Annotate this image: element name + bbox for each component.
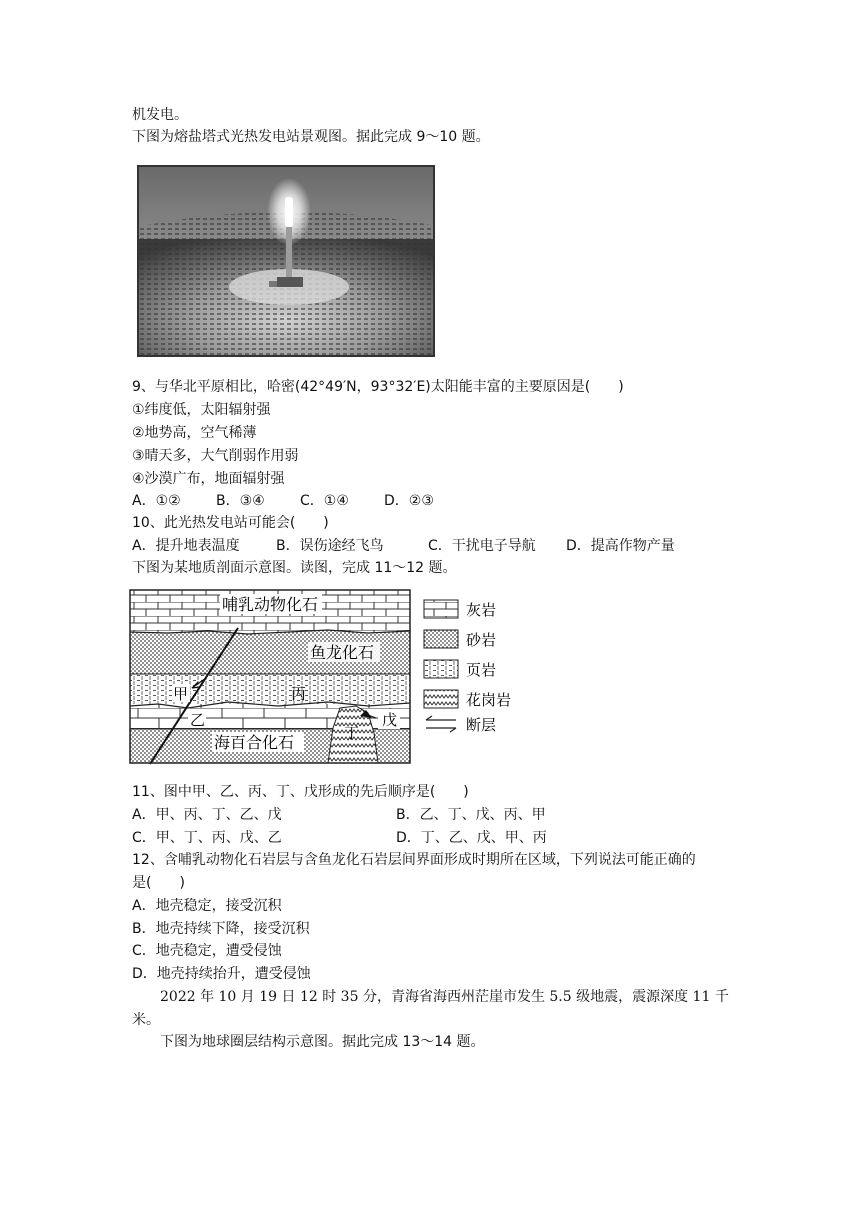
q10-option-d: D．提高作物产量 — [566, 538, 675, 554]
label-bing: 丙 — [291, 685, 307, 703]
question-9: 9、与华北平原相比，哈密(42°49′N，93°32′E)太阳能丰富的主要原因是( ) — [132, 379, 624, 395]
q9-option-a: A．①② — [132, 493, 181, 509]
q12-option-d: D．地壳持续抬升，遭受侵蚀 — [132, 966, 311, 982]
q12-option-a: A．地壳稳定，接受沉积 — [132, 898, 282, 914]
q11-option-a: A．甲、丙、丁、乙、戊 — [132, 807, 282, 823]
q10-option-a: A．提升地表温度 — [132, 538, 240, 554]
legend-granite: 花岗岩 — [466, 691, 512, 709]
q9-statement-3: ③晴天多，大气削弱作用弱 — [132, 448, 299, 464]
q11-option-b: B．乙、丁、戊、丙、甲 — [396, 807, 546, 823]
label-ichthyosaur-fossil: 鱼龙化石 — [310, 643, 375, 662]
intro-13-14: 下图为地球圈层结构示意图。据此完成 13～14 题。 — [160, 1034, 485, 1050]
legend-fault: 断层 — [466, 716, 497, 734]
question-12-cont: 是( ) — [132, 875, 185, 891]
text-line: 机发电。 — [132, 107, 188, 123]
q9-option-b: B．③④ — [216, 493, 265, 509]
label-lily-fossil: 海百合化石 — [214, 733, 295, 752]
label-ding: 丁 — [344, 724, 360, 742]
legend-shale: 页岩 — [466, 661, 497, 679]
label-yi: 乙 — [190, 711, 206, 729]
label-mammal-fossil: 哺乳动物化石 — [222, 595, 319, 614]
question-12: 12、含哺乳动物化石岩层与含鱼龙化石岩层间界面形成时期所在区域，下列说法可能正确的 — [132, 852, 696, 868]
news-paragraph: 2022 年 10 月 19 日 12 时 35 分，青海省海西州茫崖市发生 5.5 级地震，震源深度 11 千 — [160, 989, 729, 1005]
legend-sandstone: 砂岩 — [466, 631, 497, 649]
legend — [424, 600, 511, 734]
q9-option-d: D．②③ — [384, 493, 434, 509]
news-paragraph-cont: 米。 — [132, 1012, 160, 1028]
q9-option-c: C．①④ — [300, 493, 349, 509]
question-11: 11、图中甲、乙、丙、丁、戊形成的先后顺序是( ) — [132, 784, 469, 800]
q9-statement-2: ②地势高，空气稀薄 — [132, 425, 257, 441]
geologic-section-diagram — [128, 588, 548, 766]
q11-option-d: D．丁、乙、戊、甲、丙 — [396, 830, 547, 846]
q12-option-b: B．地壳持续下降，接受沉积 — [132, 921, 310, 937]
intro-11-12: 下图为某地质剖面示意图。读图，完成 11～12 题。 — [132, 560, 457, 576]
q10-option-c: C．干扰电子导航 — [428, 538, 536, 554]
q9-statement-1: ①纬度低，太阳辐射强 — [132, 402, 271, 418]
label-jia: 甲 — [173, 685, 189, 703]
q12-option-c: C．地壳稳定，遭受侵蚀 — [132, 943, 282, 959]
q9-statement-4: ④沙漠广布，地面辐射强 — [132, 471, 285, 487]
intro-9-10: 下图为熔盐塔式光热发电站景观图。据此完成 9～10 题。 — [132, 129, 490, 145]
solar-tower-photo — [137, 165, 435, 357]
q10-option-b: B．误伤途经飞鸟 — [276, 538, 384, 554]
q11-option-c: C．甲、丁、丙、戊、乙 — [132, 830, 282, 846]
label-wu: 戊 — [382, 711, 398, 729]
question-10: 10、此光热发电站可能会( ) — [132, 515, 329, 531]
legend-limestone: 灰岩 — [466, 601, 497, 619]
